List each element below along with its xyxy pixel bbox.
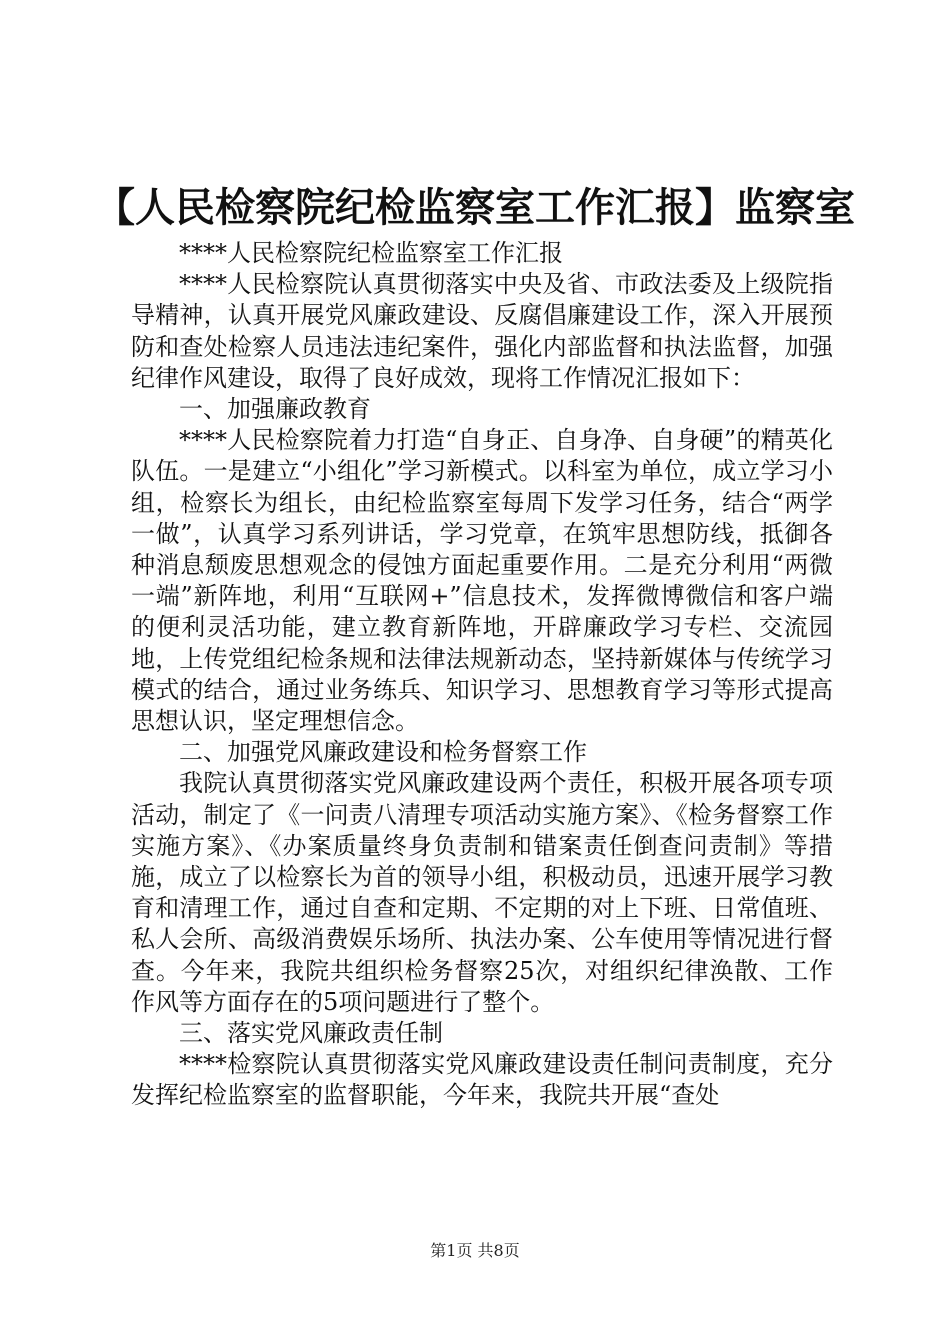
section-heading-2: 二、加强党风廉政建设和检务督察工作 [179, 738, 587, 767]
document-title: 【人民检察院纪检监察室工作汇报】监察室 [95, 184, 855, 231]
paragraph-section-2: 我院认真贯彻落实党风廉政建设两个责任，积极开展各项专项活动，制定了《一问责八清理专项活动实施方案》、《检务督察工作实施方案》、《办案质量终身负责制和错案责任倒查问责制》等措施，成立了以检察长为首的领导小组，积极动员，迅速开展学习教育和清理工作，通过自查和定期、不定期的对上下班、日常值班、私人会所、高级消费娱乐场所、执法办案、公车使用等情况进行督查。今年来，我院共组织检务督察25次，对组织纪律涣散、工作作风等方面存在的5项问题进行了整个。 [131, 769, 833, 1016]
section-heading-3: 三、落实党风廉政责任制 [179, 1019, 443, 1048]
page-number-footer: 第1页 共8页 [430, 1241, 520, 1260]
section-heading-1: 一、加强廉政教育 [179, 395, 371, 424]
paragraph-section-1: ****人民检察院着力打造“自身正、自身净、自身硬”的精英化队伍。一是建立“小组化”学习新模式。以科室为单位，成立学习小组，检察长为组长，由纪检监察室每周下发学习任务，结合“两学一做”，认真学习系列讲话，学习党章，在筑牢思想防线，抵御各种消息颓废思想观念的侵蚀方面起重要作用。二是充分利用“两微一端”新阵地，利用“互联网+”信息技术，发挥微博微信和客户端的便利灵活功能，建立教育新阵地，开辟廉政学习专栏、交流园地，上传党组纪检条规和法律法规新动态，坚持新媒体与传统学习模式的结合，通过业务练兵、知识学习、思想教育学习等形式提高思想认识，坚定理想信念。 [131, 426, 833, 736]
document-body [131, 238, 833, 1112]
paragraph-subtitle: ****人民检察院纪检监察室工作汇报 [179, 239, 563, 267]
paragraph-intro: ****人民检察院认真贯彻落实中央及省、市政法委及上级院指导精神，认真开展党风廉政建设、反腐倡廉建设工作，深入开展预防和查处检察人员违法违纪案件，强化内部监督和执法监督，加强纪律作风建设，取得了良好成效，现将工作情况汇报如下： [131, 270, 833, 392]
paragraph-section-3: ****检察院认真贯彻落实党风廉政建设责任制问责制度，充分发挥纪检监察室的监督职能，今年来，我院共开展“查处 [131, 1050, 833, 1110]
